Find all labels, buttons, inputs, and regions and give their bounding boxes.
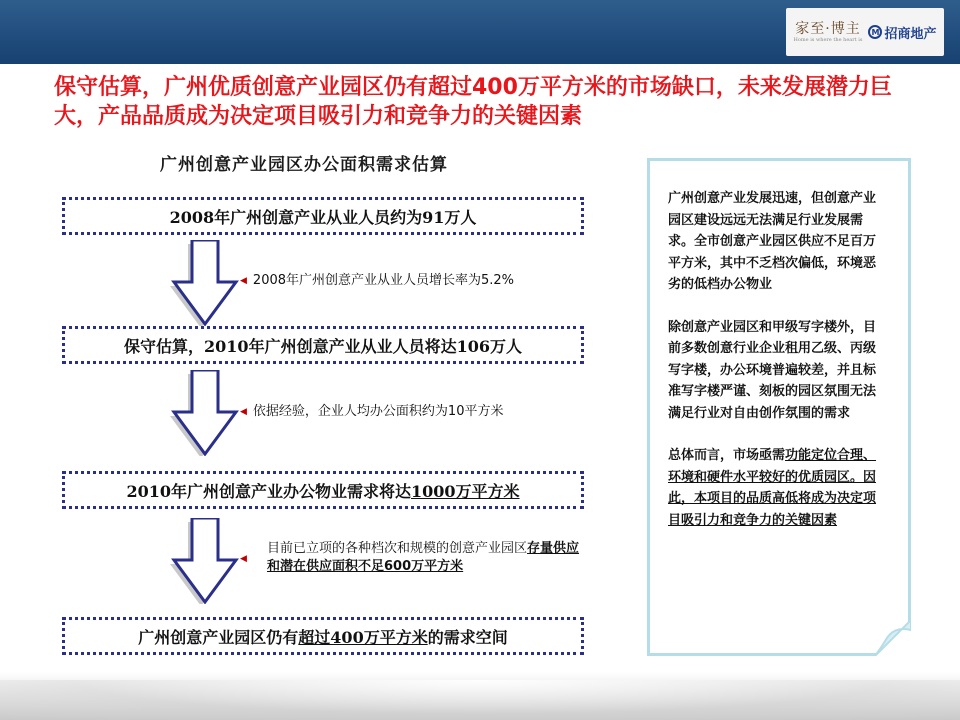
left-triangle-icon: ◀ <box>240 276 247 286</box>
note-2-text: 依据经验，企业人均办公面积约为10平方米 <box>252 404 504 419</box>
top-banner <box>0 0 960 64</box>
brand-logo <box>786 8 944 56</box>
side-conclusion-highlight: 功能定位合理、环境和硬件水平较好的优质园区。因此，本项目的品质高低将成为决定项目吸引力和竞争力的关键因素 <box>668 448 877 528</box>
brand-mark-icon: M <box>868 25 882 39</box>
side-paragraph-2: 除创意产业园区和甲级写字楼外，目前多数创意行业企业租用乙级、丙级写字楼，办公环境普遍较差，并且标准写字楼严谨、刻板的园区氛围无法满足行业对自由创作氛围的需求 <box>668 319 877 421</box>
logo-tagline: Home is where the heart is <box>793 36 863 43</box>
note-office-area <box>240 403 580 421</box>
logo-brand <box>868 23 936 42</box>
left-triangle-icon: ◀ <box>240 407 247 417</box>
step-4-highlight: 超过400万平方米 <box>298 627 428 647</box>
note-3-text <box>267 540 580 576</box>
step-box-4 <box>62 617 584 655</box>
logo-brand-text: 招商地产 <box>884 26 937 42</box>
side-paragraph-1: 广州创意产业发展迅速，但创意产业园区建设远远无法满足行业发展需求。全市创意产业园区供应不足百万平方米，其中不乏档次偏低，环境恶劣的低档办公物业 <box>668 191 877 292</box>
step-box-2 <box>62 326 584 364</box>
note-3-highlight: 存量供应和潜在供应面积不足600万平方米 <box>267 541 580 574</box>
logo-script-text: 家至·博主 <box>795 20 861 37</box>
down-arrow-icon <box>170 518 240 604</box>
note-3-text-before: 目前已立项的各种档次和规模的创意产业园区 <box>267 541 528 556</box>
step-3-text: 2010年广州创意产业办公物业需求将达 <box>126 481 411 501</box>
side-paragraph-3 <box>668 445 886 531</box>
page-headline: 保守估算，广州优质创意产业园区仍有超过400万平方米的市场缺口，未来发展潜力巨大，产品品质成为决定项目吸引力和竞争力的关键因素 <box>54 75 892 129</box>
note-1-text: 2008年广州创意产业从业人员增长率为5.2% <box>252 273 515 288</box>
step-4-text-after: 的需求空间 <box>427 627 508 647</box>
down-arrow-icon <box>170 240 240 326</box>
step-3-highlight: 1000万平方米 <box>411 481 520 501</box>
step-1-text: 2008年广州创意产业从业人员约为91万人 <box>169 207 477 227</box>
bottom-decoration <box>0 672 960 720</box>
step-box-1 <box>62 197 584 235</box>
note-growth-rate <box>240 272 580 290</box>
side-conclusion-before: 总体而言，市场亟需 <box>668 448 786 463</box>
diagram-title: 广州创意产业园区办公面积需求估算 <box>160 155 448 175</box>
page-curl-icon <box>875 620 911 656</box>
step-4-text-before: 广州创意产业园区仍有 <box>138 627 299 647</box>
note-supply <box>240 540 580 576</box>
side-panel-text <box>668 188 886 552</box>
step-box-3 <box>62 471 584 509</box>
down-arrow-icon <box>170 370 240 456</box>
step-2-text: 保守估算，2010年广州创意产业从业人员将达106万人 <box>124 336 522 356</box>
left-triangle-icon: ◀ <box>240 554 247 564</box>
logo-script <box>794 21 863 44</box>
